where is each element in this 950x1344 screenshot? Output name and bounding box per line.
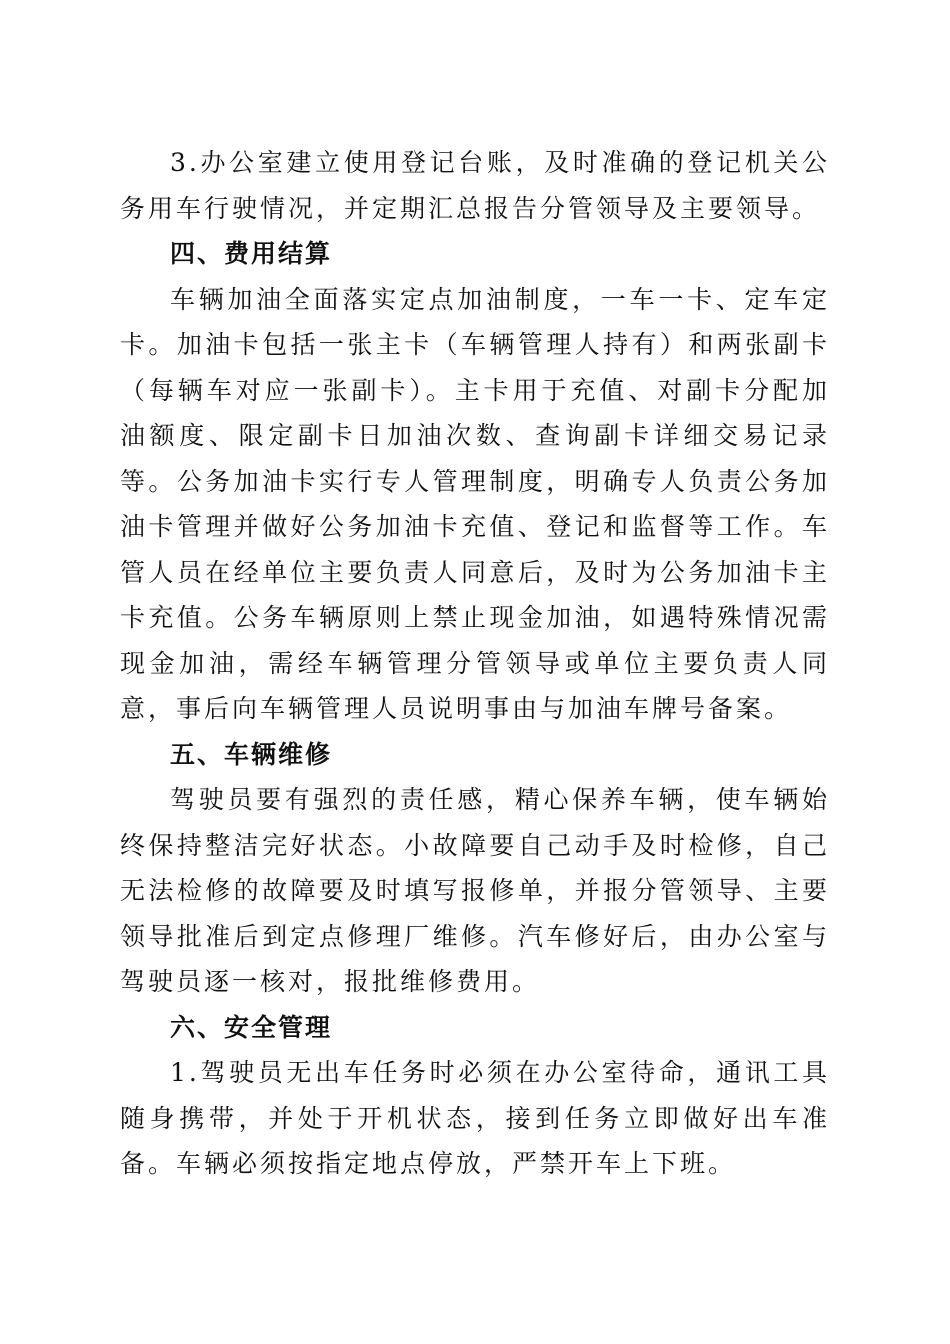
paragraph-driver-standby: 1.驾驶员无出车任务时必须在办公室待命，通讯工具随身携带，并处于开机状态，接到任务立即做好出车准备。车辆必须按指定地点停放，严禁开车上下班。: [120, 1058, 830, 1178]
section-heading-safety-management: 六、安全管理: [170, 1012, 333, 1042]
section-heading-cost-settlement: 四、费用结算: [170, 239, 333, 268]
paragraph-usage-ledger: 3.办公室建立使用登记台账，及时准确的登记机关公务用车行驶情况，并定期汇总报告分管领导及主要领导。: [120, 148, 830, 223]
document-body: [120, 140, 830, 1187]
paragraph-maintenance-policy: 驾驶员要有强烈的责任感，精心保养车辆，使车辆始终保持整洁完好状态。小故障要自己动手及时检修，自己无法检修的故障要及时填写报修单，并报分管领导、主要领导批准后到定点修理厂维修。汽车修好后，由办公室与驾驶员逐一核对，报批维修费用。: [120, 785, 830, 996]
section-heading-vehicle-maintenance: 五、车辆维修: [170, 739, 333, 769]
paragraph-fuel-card-policy: 车辆加油全面落实定点加油制度，一车一卡、定车定卡。加油卡包括一张主卡（车辆管理人持有）和两张副卡（每辆车对应一张副卡）。主卡用于充值、对副卡分配加油额度、限定副卡日加油次数、查询副卡详细交易记录等。公务加油卡实行专人管理制度，明确专人负责公务加油卡管理并做好公务加油卡充值、登记和监督等工作。车管人员在经单位主要负责人同意后，及时为公务加油卡主卡充值。公务车辆原则上禁止现金加油，如遇特殊情况需现金加油，需经车辆管理分管领导或单位主要负责人同意，事后向车辆管理人员说明事由与加油车牌号备案。: [120, 284, 830, 723]
